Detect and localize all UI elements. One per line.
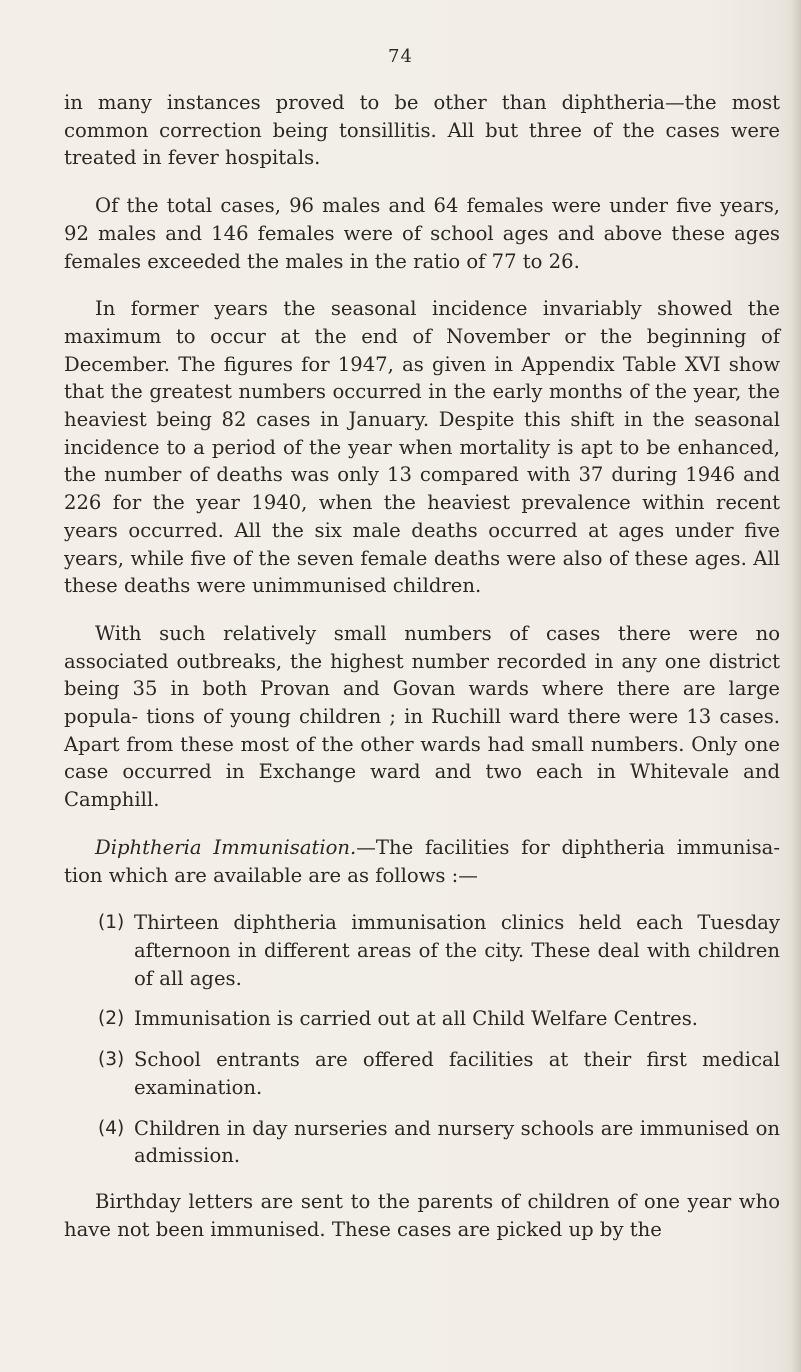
immunisation-section-intro [64,834,780,889]
immunisation-heading: Diphtheria Immunisation. [95,835,357,859]
paragraph-case-ages: Of the total cases, 96 males and 64 females were under five years, 92 males and 146 females were of school ages and above these ages females exceeded the males in the ratio of 77 to 26. [64,194,780,273]
list-item [64,1115,780,1170]
list-item-text: Thirteen diphtheria immunisation clinics held each Tuesday afternoon in different areas of the city. These deal with children of all ages. [134,911,780,990]
page-number: 74 [388,46,413,67]
list-item [64,909,780,992]
list-item [64,1005,780,1033]
paragraph-seasonal-incidence: In former years the seasonal incidence invariably showed the maximum to occur at the end of November or the beginning of December. The figures for 1947, as given in Appendix Table XVI show that the greatest numbers occurred in the early months of the year, the heaviest being 82 cases in January. Despite this shift in the seasonal incidence to a period of the year when mortality is apt to be enhanced, the number of deaths was only 13 compared with 37 during 1946 and 226 for the year 1940, when the heaviest prevalence within recent years occurred. All the six male deaths occurred at ages under five years, while five of the seven female deaths were also of these ages. All these deaths were unimmunised children. [64,297,780,598]
immunisation-intro-text: —The facilities for diphtheria immunisa- tion which are available are as follows :— [64,835,780,887]
page-body [64,89,780,1263]
list-item-text: Children in day nurseries and nursery schools are immunised on admission. [134,1116,780,1168]
list-item-text: School entrants are offered facilities at their first medical examination. [134,1048,780,1099]
list-item-number: (1) [98,912,125,934]
page-edge-shadow [791,0,801,1372]
list-item [64,1046,780,1101]
list-item-text: Immunisation is carried out at all Child Welfare Centres. [134,1007,699,1031]
paragraph-birthday-letters: Birthday letters are sent to the parents of children of one year who have not been immunised. These cases are picked up by the [64,1189,780,1241]
paragraph-district-outbreaks: With such relatively small numbers of cases there were no associated outbreaks, the highest number recorded in any one district being 35 in both Provan and Govan wards where there are large popula- tions of young children ; in Ruchill ward there were 13 cases. Apart from these most of the other wards had small numbers. Only one case occurred in Exchange ward and two each in Whitevale and Camphill. [64,621,780,812]
list-item-number: (2) [98,1008,125,1030]
list-item-number: (4) [98,1117,125,1139]
paragraph-continuation: in many instances proved to be other than diphtheria—the most common correction being tonsillitis. All but three of the cases were treated in fever hospitals. [64,91,780,170]
list-item-number: (3) [98,1049,125,1071]
